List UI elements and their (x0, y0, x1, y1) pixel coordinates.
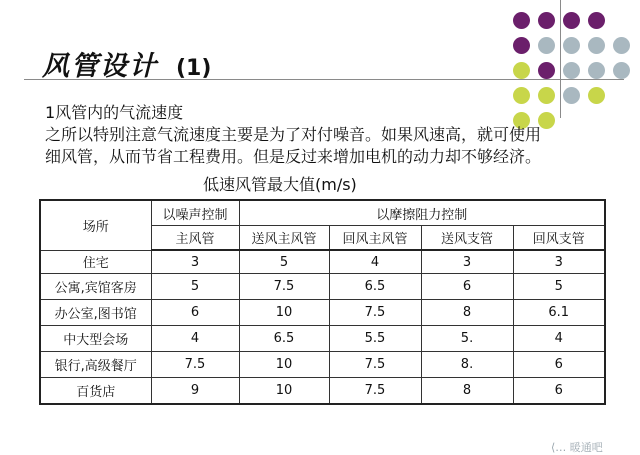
subheader-supply-branch-duct: 送风支管 (421, 226, 513, 251)
row-value-cell: 7.5 (329, 378, 421, 405)
decorative-dot (538, 37, 555, 54)
decorative-dot (563, 62, 580, 79)
decorative-dot (563, 37, 580, 54)
decorative-dot (538, 12, 555, 29)
row-value-cell: 5. (421, 326, 513, 352)
header-place: 场所 (40, 200, 151, 250)
air-velocity-table (39, 199, 606, 405)
row-value-cell: 7.5 (239, 274, 329, 300)
row-value-cell: 6 (513, 378, 605, 405)
header-friction-control: 以摩擦阻力控制 (239, 200, 605, 226)
slide-title-number: (1) (176, 56, 212, 81)
row-value-cell: 3 (513, 250, 605, 274)
slide-title-text: 风管设计 (42, 51, 158, 82)
row-value-cell: 4 (151, 326, 239, 352)
decorative-dot (513, 37, 530, 54)
row-place-cell: 办公室,图书馆 (40, 300, 151, 326)
decorative-dot (613, 62, 630, 79)
table-row (40, 250, 605, 274)
row-value-cell: 10 (239, 352, 329, 378)
subheader-return-branch-duct: 回风支管 (513, 226, 605, 251)
row-value-cell: 7.5 (329, 300, 421, 326)
intro-text (45, 102, 625, 168)
subheader-main-duct: 主风管 (151, 226, 239, 251)
decorative-dot (613, 12, 630, 29)
row-value-cell: 3 (421, 250, 513, 274)
row-value-cell: 6.1 (513, 300, 605, 326)
decorative-dot (588, 37, 605, 54)
table-row (40, 378, 605, 405)
row-value-cell: 8. (421, 352, 513, 378)
watermark: ⟨… 暖通吧 (551, 441, 603, 454)
header-noise-control: 以噪声控制 (151, 200, 239, 226)
table-row (40, 326, 605, 352)
row-value-cell: 8 (421, 378, 513, 405)
row-place-cell: 百货店 (40, 378, 151, 405)
table-row (40, 352, 605, 378)
decorative-dot (563, 12, 580, 29)
row-value-cell: 5 (239, 250, 329, 274)
row-value-cell: 4 (329, 250, 421, 274)
decorative-dot (613, 37, 630, 54)
row-value-cell: 6.5 (329, 274, 421, 300)
row-value-cell: 6 (151, 300, 239, 326)
row-place-cell: 银行,高级餐厅 (40, 352, 151, 378)
row-value-cell: 5 (513, 274, 605, 300)
row-value-cell: 9 (151, 378, 239, 405)
row-value-cell: 3 (151, 250, 239, 274)
subheader-return-main-duct: 回风主风管 (329, 226, 421, 251)
row-value-cell: 5 (151, 274, 239, 300)
row-value-cell: 7.5 (151, 352, 239, 378)
row-value-cell: 7.5 (329, 352, 421, 378)
row-value-cell: 6 (513, 352, 605, 378)
row-value-cell: 10 (239, 378, 329, 405)
decorative-vertical-rule (560, 0, 561, 118)
table-caption: 低速风管最大值(m/s) (203, 175, 357, 194)
table-row (40, 274, 605, 300)
row-value-cell: 6.5 (239, 326, 329, 352)
row-value-cell: 8 (421, 300, 513, 326)
decorative-dot (588, 62, 605, 79)
decorative-dot (513, 62, 530, 79)
table-row (40, 300, 605, 326)
row-value-cell: 10 (239, 300, 329, 326)
row-value-cell: 5.5 (329, 326, 421, 352)
row-value-cell: 6 (421, 274, 513, 300)
row-place-cell: 公寓,宾馆客房 (40, 274, 151, 300)
table-header-row (40, 200, 605, 226)
row-place-cell: 中大型会场 (40, 326, 151, 352)
decorative-dot (538, 62, 555, 79)
decorative-dot (513, 12, 530, 29)
intro-line-2: 之所以特别注意气流速度主要是为了对付噪音。如果风速高，就可使用 (45, 125, 542, 144)
row-value-cell: 4 (513, 326, 605, 352)
slide-title (42, 44, 211, 83)
decorative-dot (588, 12, 605, 29)
subheader-supply-main-duct: 送风主风管 (239, 226, 329, 251)
intro-line-3: 细风管，从而节省工程费用。但是反过来增加电机的动力却不够经济。 (45, 147, 542, 166)
intro-line-1: 1风管内的气流速度 (45, 103, 184, 122)
row-place-cell: 住宅 (40, 250, 151, 274)
